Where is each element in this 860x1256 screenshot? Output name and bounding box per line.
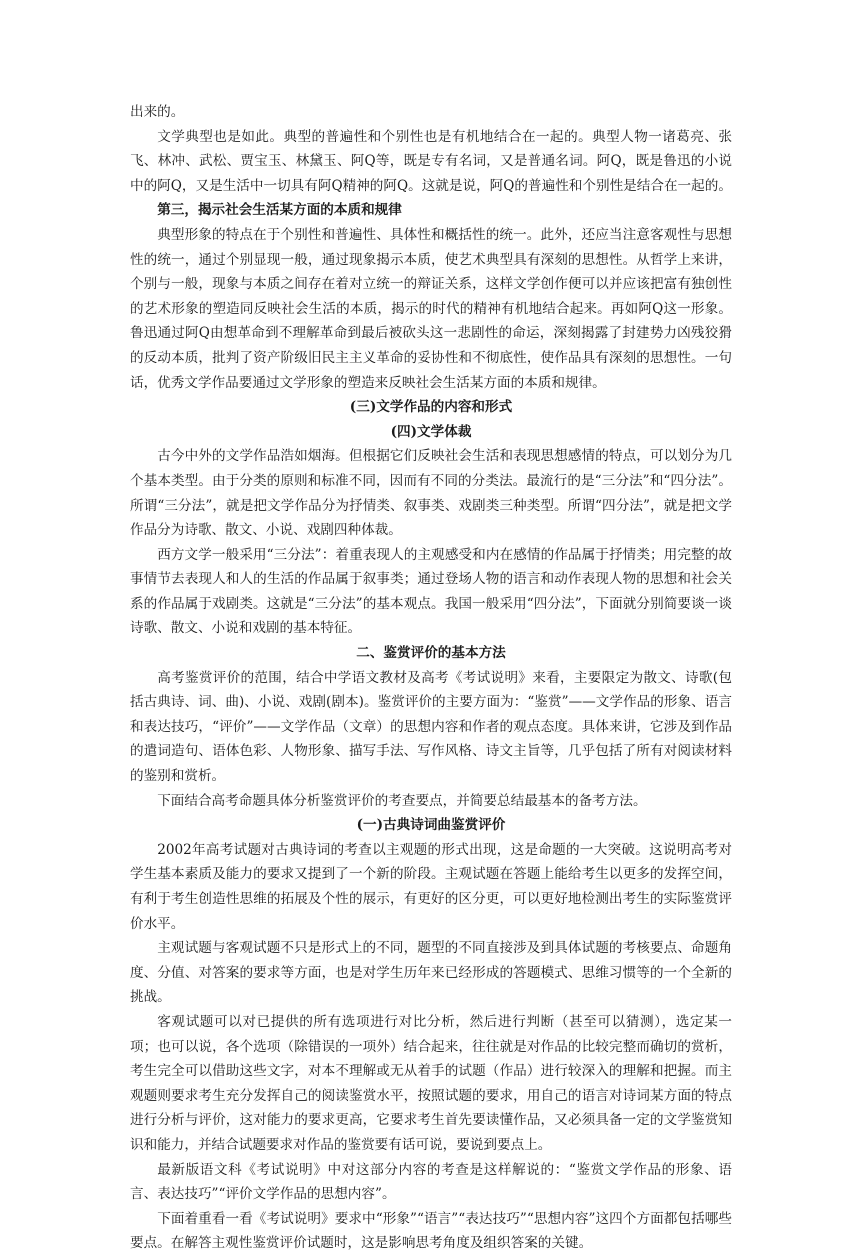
text-paragraph: 2002年高考试题对古典诗词的考查以主观题的形式出现，这是命题的一大突破。这说明高考对学生基本素质及能力的要求又提到了一个新的阶段。主观试题在答题上能给考生以更多的发挥空间，有利于考生创造性思维的拓展及个性的展示，有更好的区分更，可以更好地检测出考生的实际鉴赏评价水平。 bbox=[130, 841, 732, 932]
text-paragraph: 最新版语文科《考试说明》中对这部分内容的考查是这样解说的：“鉴赏文学作品的形象、语言、表达技巧”“评价文学作品的思想内容”。 bbox=[130, 1161, 732, 1203]
text-paragraph: 高考鉴赏评价的范围，结合中学语文教材及高考《考试说明》来看，主要限定为散文、诗歌(包括古典诗、词、曲)、小说、戏剧(剧本)。鉴赏评价的主要方面为：“鉴赏”——文学作品的形象、语言和表达技巧，“评价”——文学作品（文章）的思想内容和作者的观点态度。具体来讲，它涉及到作品的遣词造句、语体色彩、人物形象、描写手法、写作风格、诗文主旨等，几乎包括了所有对阅读材料的鉴别和赏析。 bbox=[130, 669, 732, 785]
text-paragraph: 出来的。 bbox=[130, 104, 185, 120]
subsection-heading: 第三，揭示社会生活某方面的本质和规律 bbox=[157, 202, 402, 219]
text-paragraph: 下面着重看一看《考试说明》要求中“形象”“语言”“表达技巧”“思想内容”这四个方面都包括哪些要点。在解答主观性鉴赏评价试题时，这是影响思考角度及组织答案的关键。 bbox=[130, 1210, 732, 1252]
section-heading: (一)古典诗词曲鉴赏评价 bbox=[356, 817, 506, 834]
text-paragraph: 客观试题可以对已提供的所有选项进行对比分析，然后进行判断（甚至可以猜测），选定某一项；也可以说，各个选项（除错误的一项外）结合起来，往往就是对作品的比较完整而确切的赏析，考生完全可以借助这些文字，对本不理解或无从着手的试题（作品）进行较深入的理解和把握。而主观题则要求考生充分发挥自己的阅读鉴赏水平，按照试题的要求，用自己的语言对诗词某方面的特点进行分析与评价，这对能力的要求更高，它要求考生首先要读懂作品，又必须具备一定的文学鉴赏知识和能力，并结合试题要求对作品的鉴赏要有话可说，要说到要点上。 bbox=[130, 1013, 732, 1153]
section-heading: (四)文学体裁 bbox=[390, 423, 472, 440]
text-paragraph: 古今中外的文学作品浩如烟海。但根据它们反映社会生活和表现思想感情的特点，可以划分为几个基本类型。由于分类的原则和标准不同，因而有不同的分类法。最流行的是“三分法”和“四分法”。所谓“三分法”，就是把文学作品分为抒情类、叙事类、戏剧类三种类型。所谓“四分法”，就是把文学作品分为诗歌、散文、小说、戏剧四种体裁。 bbox=[130, 448, 732, 539]
text-paragraph: 下面结合高考命题具体分析鉴赏评价的考查要点，并简要总结最基本的备考方法。 bbox=[157, 792, 647, 809]
text-paragraph: 文学典型也是如此。典型的普遍性和个别性也是有机地结合在一起的。典型人物一诸葛亮、张飞、林冲、武松、贾宝玉、林黛玉、阿Q等，既是专有名词，又是普通名词。阿Q，既是鲁迅的小说中的阿Q，又是生活中一切具有阿Q精神的阿Q。这就是说，阿Q的普遍性和个别性是结合在一起的。 bbox=[130, 128, 732, 194]
section-heading: (三)文学作品的内容和形式 bbox=[349, 399, 513, 416]
text-paragraph: 典型形象的特点在于个别性和普遍性、具体性和概括性的统一。此外，还应当注意客观性与思想性的统一，通过个别显现一般，通过现象揭示本质，使艺术典型具有深刻的思想性。从哲学上来讲，个别与一般，现象与本质之间存在着对立统一的辩证关系，这样文学创作便可以并应该把富有独创性的艺术形象的塑造同反映社会生活的本质，揭示的时代的精神有机地结合起来。再如阿Q这一形象。鲁迅通过阿Q由想革命到不理解革命到最后被砍头这一悲剧性的命运，深刻揭露了封建势力凶残狡猾的反动本质，批判了资产阶级旧民主主义革命的妥协性和不彻底性，使作品具有深刻的思想性。一句话，优秀文学作品要通过文学形象的塑造来反映社会生活某方面的本质和规律。 bbox=[130, 226, 732, 391]
text-paragraph: 主观试题与客观试题不只是形式上的不同，题型的不同直接涉及到具体试题的考核要点、命题角度、分值、对答案的要求等方面，也是对学生历年来已经形成的答题模式、思维习惯等的一个全新的挑战。 bbox=[130, 940, 732, 1006]
text-paragraph: 西方文学一般采用“三分法”：着重表现人的主观感受和内在感情的作品属于抒情类；用完整的故事情节去表现人和人的生活的作品属于叙事类；通过登场人物的语言和动作表现人物的思想和社会关系的作品属于戏剧类。这就是“三分法”的基本观点。我国一般采用“四分法”，下面就分别简要谈一谈诗歌、散文、小说和戏剧的基本特征。 bbox=[130, 546, 732, 637]
section-heading: 二、鉴赏评价的基本方法 bbox=[356, 645, 506, 662]
document-page bbox=[130, 100, 732, 1256]
